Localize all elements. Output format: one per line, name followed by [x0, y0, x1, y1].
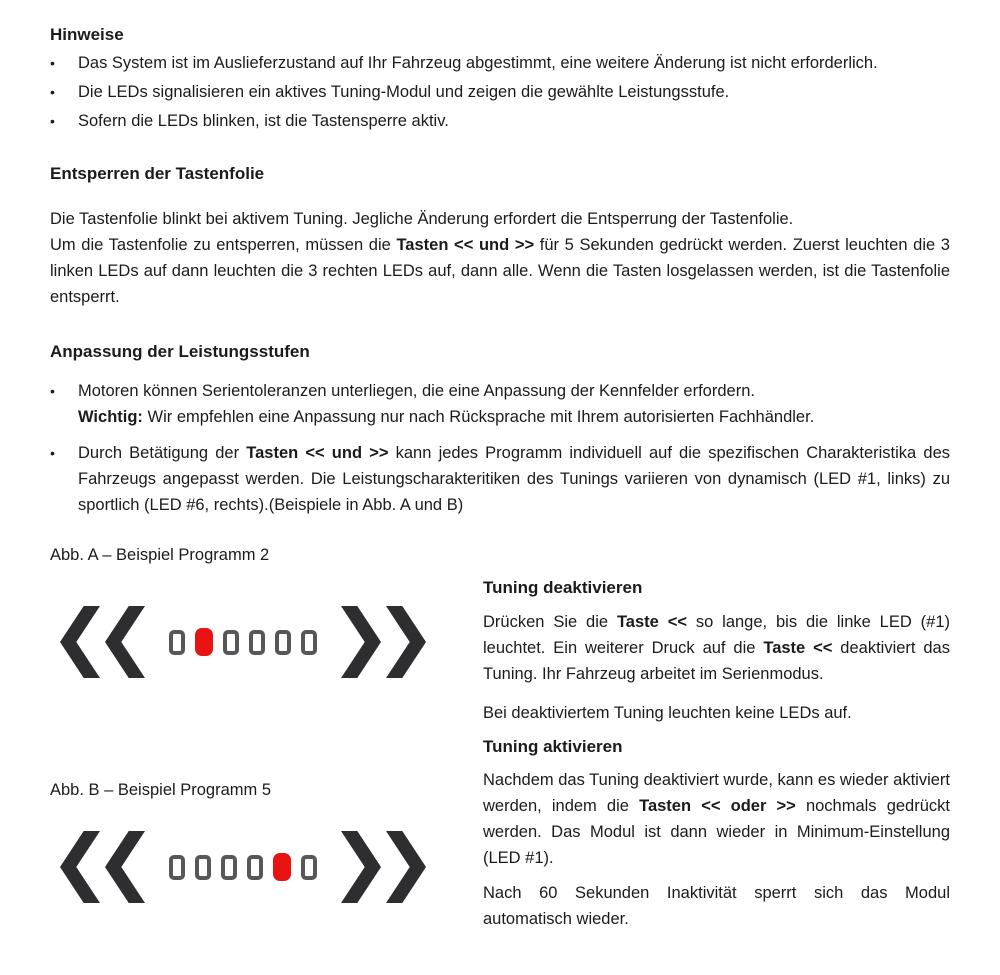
led-inactive: [275, 630, 291, 655]
bullet-dot-icon: •: [50, 113, 55, 129]
figure-a-label: Abb. A – Beispiel Programm 2: [50, 546, 270, 564]
hinweise-bullet-1-text: Das System ist im Auslieferzustand auf Ihr Fahrzeug abgestimmt, eine weitere Änderung ist nicht erforderlich.: [78, 54, 878, 72]
chevron-right-icon: [341, 606, 381, 678]
entsperren-heading: Entsperren der Tastenfolie: [50, 164, 265, 183]
double-chevron-left-icon: [60, 606, 145, 678]
chevron-right-icon: [386, 606, 426, 678]
led-inactive: [301, 855, 317, 880]
led-active: [195, 628, 213, 656]
hinweise-bullet-2-text: Die LEDs signalisieren ein aktives Tuning-Modul und zeigen die gewählte Leistungsstufe.: [78, 83, 730, 101]
figure-b-label: Abb. B – Beispiel Programm 5: [50, 781, 272, 799]
section-entsperren: [50, 161, 950, 310]
led-inactive: [247, 855, 263, 880]
hinweise-bullet-1: [50, 50, 950, 76]
led-row: [169, 628, 317, 656]
instructions-column: [483, 542, 950, 932]
led-inactive: [249, 630, 265, 655]
section-anpassung: [50, 339, 950, 518]
led-inactive: [223, 630, 239, 655]
double-chevron-right-icon: [341, 831, 426, 903]
figures-column: [50, 542, 483, 932]
section-hinweise: [50, 22, 950, 134]
double-chevron-left-icon: [60, 831, 145, 903]
led-inactive: [301, 630, 317, 655]
figure-a-led-display: [60, 592, 426, 692]
entsperren-paragraph: Um die Tastenfolie zu entsperren, müssen die Tasten << und >> für 5 Sekunden gedrückt werden. Zuerst leuchten die 3 linken LEDs auf dann leuchten die 3 rechten LEDs auf, dann alle. Wenn die Tasten losgelassen werden, ist die Tastenfolie entsperrt.: [50, 236, 950, 306]
tuning-deaktivieren-note: Bei deaktiviertem Tuning leuchten keine LEDs auf.: [483, 704, 852, 722]
figures-and-instructions: [50, 542, 950, 932]
hinweise-bullet-3-text: Sofern die LEDs blinken, ist die Tastensperre aktiv.: [78, 112, 449, 130]
anpassung-bullet-1-line2: Wichtig: Wir empfehlen eine Anpassung nur nach Rücksprache mit Ihrem autorisierten Fachhändler.: [78, 408, 815, 426]
anpassung-bullet-1-line1: Motoren können Serientoleranzen unterliegen, die eine Anpassung der Kennfelder erfordern.: [78, 382, 755, 400]
led-row: [169, 853, 317, 881]
led-inactive: [169, 855, 185, 880]
bullet-dot-icon: •: [50, 383, 55, 399]
hinweise-heading: Hinweise: [50, 25, 124, 44]
tuning-deaktivieren-heading: Tuning deaktivieren: [483, 578, 643, 597]
double-chevron-right-icon: [341, 606, 426, 678]
chevron-left-icon: [105, 606, 145, 678]
chevron-right-icon: [386, 831, 426, 903]
led-inactive: [221, 855, 237, 880]
hinweise-bullet-2: [50, 79, 950, 105]
chevron-left-icon: [105, 831, 145, 903]
anpassung-heading: Anpassung der Leistungsstufen: [50, 342, 310, 361]
bullet-dot-icon: •: [50, 445, 55, 461]
anpassung-bullet-2-text: Durch Betätigung der Tasten << und >> kann jedes Programm individuell auf die spezifischen Charakteristika des Fahrzeugs angepasst werden. Die Leistungscharakteritiken des Tunings variieren von dynamisch (LED #1, links) zu sportlich (LED #6, rechts).(Beispiele in Abb. A und B): [78, 444, 950, 514]
led-inactive: [195, 855, 211, 880]
chevron-left-icon: [60, 606, 100, 678]
bullet-dot-icon: •: [50, 55, 55, 71]
tuning-aktivieren-paragraph: Nachdem das Tuning deaktiviert wurde, kann es wieder aktiviert werden, indem die Tasten << oder >> nochmals gedrückt werden. Das Modul ist dann wieder in Minimum-Einstellung (LED #1).: [483, 771, 950, 867]
tuning-aktivieren-note: Nach 60 Sekunden Inaktivität sperrt sich das Modul automatisch wieder.: [483, 884, 950, 928]
led-inactive: [169, 630, 185, 655]
led-active: [273, 853, 291, 881]
chevron-left-icon: [60, 831, 100, 903]
tuning-aktivieren-heading: Tuning aktivieren: [483, 737, 623, 756]
hinweise-bullet-3: [50, 108, 950, 134]
tuning-deaktivieren-paragraph: Drücken Sie die Taste << so lange, bis die linke LED (#1) leuchtet. Ein weiterer Druck auf die Taste << deaktiviert das Tuning. Ihr Fahrzeug arbeitet im Serienmodus.: [483, 613, 951, 683]
figure-b-led-display: [60, 817, 426, 917]
entsperren-line1: Die Tastenfolie blinkt bei aktivem Tuning. Jegliche Änderung erfordert die Entsperrung der Tastenfolie.: [50, 210, 794, 228]
anpassung-bullet-2: [50, 440, 950, 518]
bullet-dot-icon: •: [50, 84, 55, 100]
anpassung-bullet-1: [50, 378, 950, 430]
chevron-right-icon: [341, 831, 381, 903]
